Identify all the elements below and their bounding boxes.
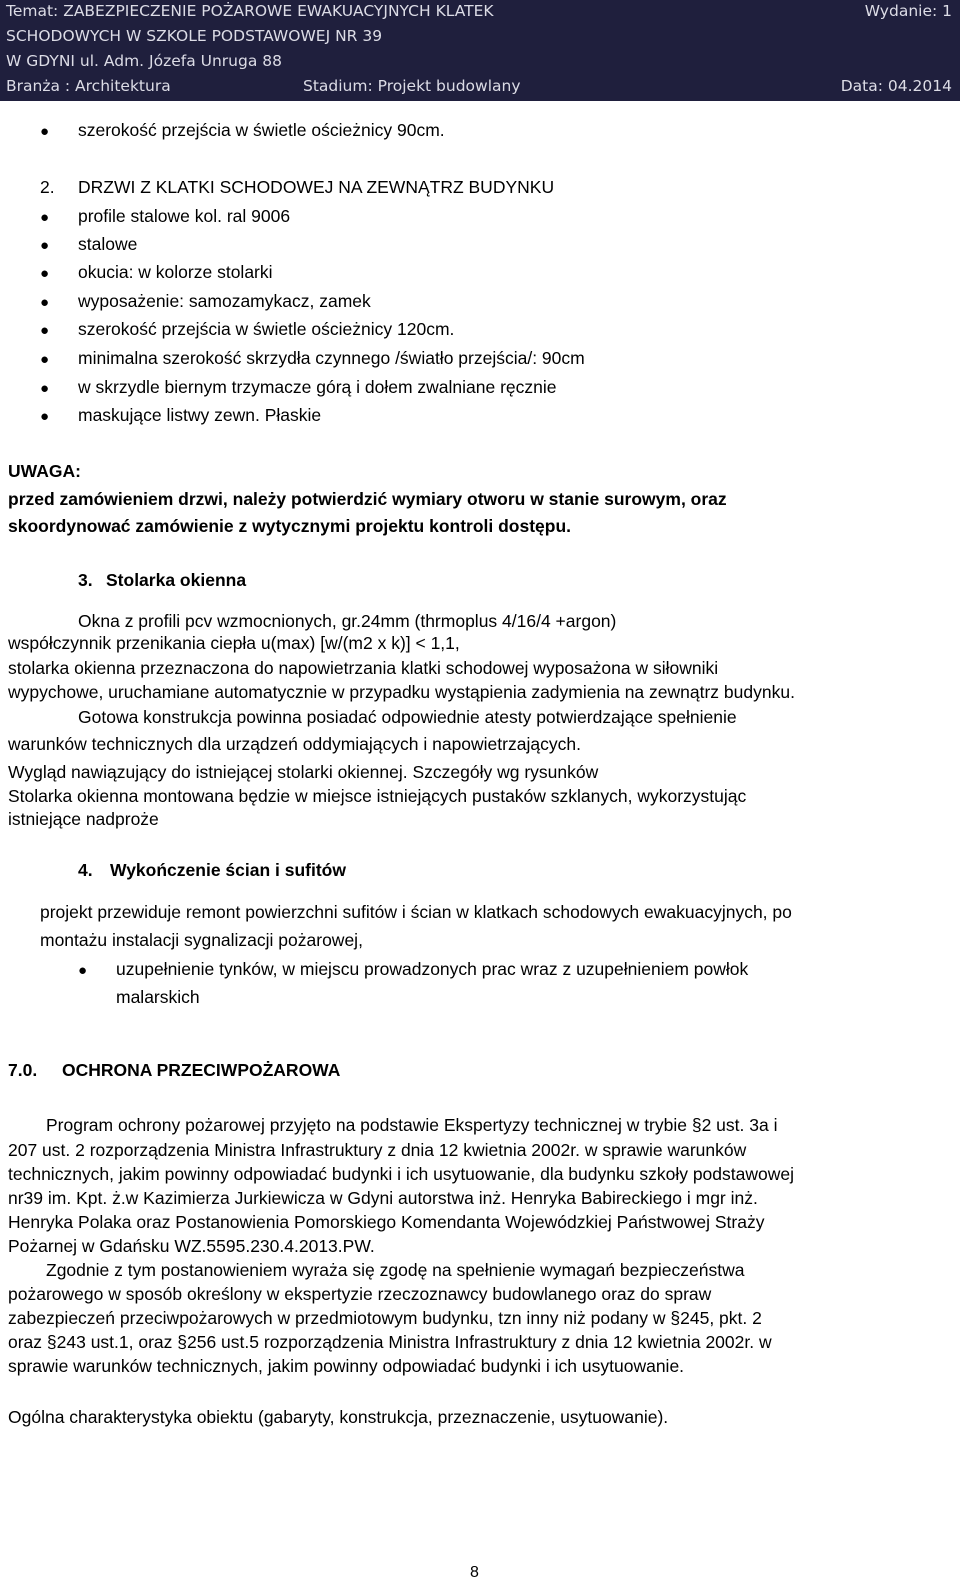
section-3-title: Stolarka okienna xyxy=(106,570,247,590)
paragraph-line: montażu instalacji sygnalizacji pożarowej, xyxy=(40,930,363,950)
section-4-number: 4. xyxy=(78,860,93,880)
header-topic-line2: SCHODOWYCH W SZKOLE PODSTAWOWEJ NR 39 xyxy=(6,27,383,45)
header-topic-line1: Temat: ZABEZPIECZENIE POŻAROWE EWAKUACYJNYCH KLATEK xyxy=(6,2,494,20)
paragraph-line: sprawie warunków technicznych, jakim powinny odpowiadać budynki i ich usytuowanie. xyxy=(8,1356,685,1376)
header-row-3 xyxy=(6,50,952,74)
chapter-number: 7.0. xyxy=(8,1060,38,1080)
header-edition: Wydanie: 1 xyxy=(864,2,952,20)
list-item: maskujące listwy zewn. Płaskie xyxy=(78,405,322,425)
warning-text-line: przed zamówieniem drzwi, należy potwierdzić wymiary otworu w stanie surowym, oraz xyxy=(8,489,727,509)
list-item: w skrzydle biernym trzymacze górą i dołem zwalniane ręcznie xyxy=(78,377,557,397)
paragraph-line: stolarka okienna przeznaczona do napowietrzania klatki schodowej wyposażona w siłowniki xyxy=(8,658,719,678)
paragraph-line: Gotowa konstrukcja powinna posiadać odpowiednie atesty potwierdzające spełnienie xyxy=(78,707,737,727)
list-item: stalowe xyxy=(78,234,138,254)
paragraph-line: istniejące nadproże xyxy=(8,809,159,829)
list-item: szerokość przejścia w świetle ościeżnicy 90cm. xyxy=(78,120,445,140)
paragraph-line: zabezpieczeń przeciwpożarowych w przedmiotowym budynku, tzn inny niż podany w §245, pkt. 2 xyxy=(8,1308,762,1328)
paragraph-line: Ogólna charakterystyka obiektu (gabaryty, konstrukcja, przeznaczenie, usytuowanie). xyxy=(8,1407,669,1427)
list-item: minimalna szerokość skrzydła czynnego /światło przejścia/: 90cm xyxy=(78,348,585,368)
bullet-icon xyxy=(40,124,49,139)
paragraph-line: nr39 im. Kpt. ż.w Kazimierza Jurkiewicza w Gdyni autorstwa inż. Henryka Babireckiego i mgr inż. xyxy=(8,1188,758,1208)
section-4-title: Wykończenie ścian i sufitów xyxy=(110,860,346,880)
paragraph-line: projekt przewiduje remont powierzchni sufitów i ścian w klatkach schodowych ewakuacyjnych, po xyxy=(40,902,792,922)
paragraph-line: Wygląd nawiązujący do istniejącej stolarki okiennej. Szczegóły wg rysunków xyxy=(8,762,599,782)
paragraph-line: wypychowe, uruchamiane automatycznie w przypadku wystąpienia zadymienia na zewnątrz budynku. xyxy=(8,682,795,702)
paragraph-line: warunków technicznych dla urządzeń oddymiających i napowietrzających. xyxy=(8,734,581,754)
header-branch: Branża : Architektura xyxy=(6,77,171,95)
list-item: uzupełnienie tynków, w miejscu prowadzonych prac wraz z uzupełnieniem powłok xyxy=(116,959,749,979)
bullet-icon xyxy=(40,381,49,396)
paragraph-line: Zgodnie z tym postanowieniem wyraża się zgodę na spełnienie wymagań bezpieczeństwa xyxy=(46,1260,745,1280)
paragraph-line: Pożarnej w Gdańsku WZ.5595.230.4.2013.PW. xyxy=(8,1236,375,1256)
warning-label: UWAGA: xyxy=(8,461,81,481)
header-topic-line3: W GDYNI ul. Adm. Józefa Unruga 88 xyxy=(6,52,282,70)
list-item: okucia: w kolorze stolarki xyxy=(78,262,273,282)
header-stage: Stadium: Projekt budowlany xyxy=(303,77,521,95)
bullet-icon xyxy=(40,352,49,367)
section-3-number: 3. xyxy=(78,570,93,590)
paragraph-line: pożarowego w sposób określony w ekspertyzie rzeczoznawcy budowlanego oraz do spraw xyxy=(8,1284,712,1304)
paragraph-line: Henryka Polaka oraz Postanowienia Pomorskiego Komendanta Wojewódzkiej Państwowej Straży xyxy=(8,1212,765,1232)
bullet-icon xyxy=(40,295,49,310)
list-item-continuation: malarskich xyxy=(116,987,200,1007)
document-header xyxy=(0,0,960,101)
header-row-1 xyxy=(6,0,952,24)
paragraph-line: Stolarka okienna montowana będzie w miejsce istniejących pustaków szklanych, wykorzystując xyxy=(8,786,747,806)
bullet-icon xyxy=(40,238,49,253)
list-item: profile stalowe kol. ral 9006 xyxy=(78,206,291,226)
paragraph-line: Program ochrony pożarowej przyjęto na podstawie Ekspertyzy technicznej w trybie §2 ust. 3a i xyxy=(46,1115,778,1135)
paragraph-line: technicznych, jakim powinny odpowiadać budynki i ich usytuowanie, dla budynku szkoły podstawowej xyxy=(8,1164,794,1184)
paragraph-line: Okna z profili pcv wzmocnionych, gr.24mm (thrmoplus 4/16/4 +argon) xyxy=(78,611,617,631)
list-item: szerokość przejścia w świetle ościeżnicy 120cm. xyxy=(78,319,455,339)
header-date: Data: 04.2014 xyxy=(840,77,952,95)
paragraph-line: współczynnik przenikania ciepła u(max) [w/(m2 x k)] < 1,1, xyxy=(8,633,460,653)
bullet-icon xyxy=(40,323,49,338)
bullet-icon xyxy=(78,963,87,978)
paragraph-line: oraz §243 ust.1, oraz §256 ust.5 rozporządzenia Ministra Infrastruktury z dnia 12 kwietnia 2002r. w xyxy=(8,1332,772,1352)
section-2-title: DRZWI Z KLATKI SCHODOWEJ NA ZEWNĄTRZ BUDYNKU xyxy=(78,177,555,197)
bullet-icon xyxy=(40,210,49,225)
section-2-number: 2. xyxy=(40,177,55,197)
chapter-title: OCHRONA PRZECIWPOŻAROWA xyxy=(62,1060,341,1080)
warning-text-line: skoordynować zamówienie z wytycznymi projektu kontroli dostępu. xyxy=(8,516,572,536)
bullet-icon xyxy=(40,409,49,424)
bullet-icon xyxy=(40,266,49,281)
page-number: 8 xyxy=(470,1564,479,1581)
list-item: wyposażenie: samozamykacz, zamek xyxy=(78,291,371,311)
paragraph-line: 207 ust. 2 rozporządzenia Ministra Infrastruktury z dnia 12 kwietnia 2002r. w sprawie warunków xyxy=(8,1140,747,1160)
header-row-2 xyxy=(6,25,952,49)
header-row-4 xyxy=(6,75,952,99)
